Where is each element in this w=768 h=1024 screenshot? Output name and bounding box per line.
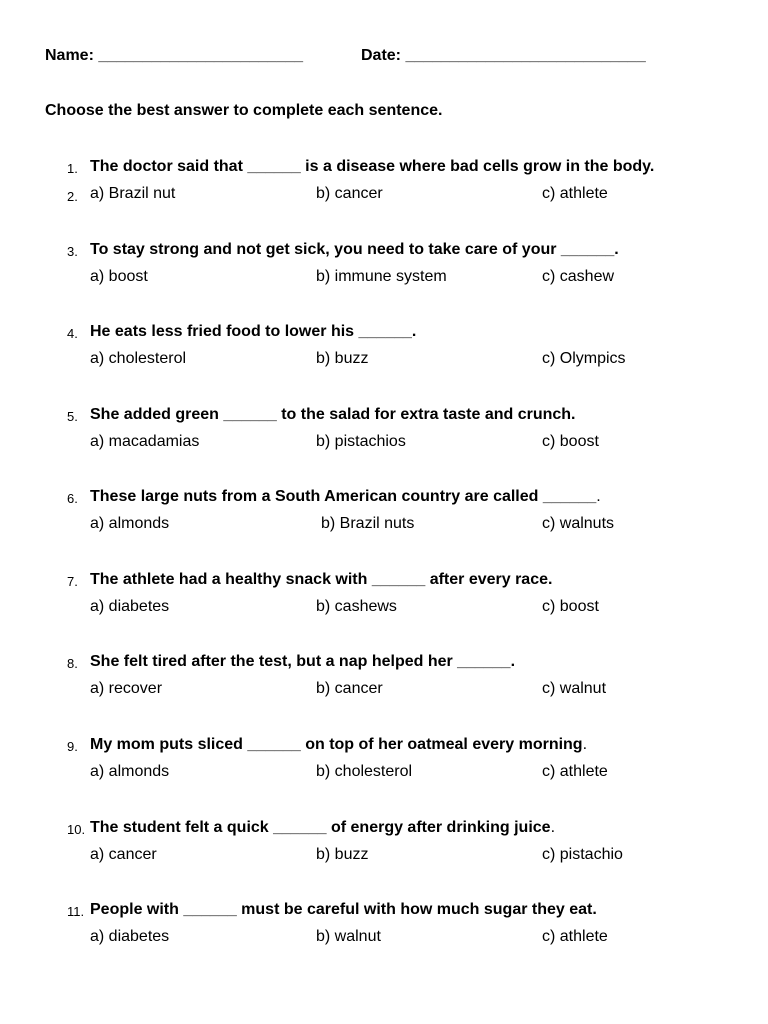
question-stem: People with ______ must be careful with how much sugar they eat.: [90, 901, 597, 918]
question-text: [90, 323, 416, 341]
option-a: a) cancer: [90, 846, 157, 863]
question-stem: The student felt a quick ______ of energy after drinking juice: [90, 819, 551, 836]
option-a: a) macadamias: [90, 433, 200, 450]
option-c: c) athlete: [542, 185, 608, 202]
question-stem: She felt tired after the test, but a nap helped her ______.: [90, 653, 516, 670]
option-c: c) pistachio: [542, 846, 623, 863]
question-4: [0, 323, 768, 379]
option-b: b) walnut: [316, 928, 381, 945]
question-number: 5.: [67, 409, 78, 424]
instructions: Choose the best answer to complete each sentence.: [45, 102, 443, 119]
question-stem: He eats less fried food to lower his ______.: [90, 323, 417, 340]
question-tail: .: [550, 819, 556, 836]
question-tail: .: [582, 736, 588, 753]
option-b: b) cancer: [316, 680, 383, 697]
date-field-label: Date: ___________________________: [361, 47, 646, 64]
question-9: [0, 736, 768, 792]
question-stem: The doctor said that ______ is a disease where bad cells grow in the body.: [90, 158, 655, 175]
question-text: [90, 488, 601, 506]
option-b: b) cholesterol: [316, 763, 413, 780]
option-b: b) cashews: [316, 598, 397, 615]
option-c: c) athlete: [542, 763, 608, 780]
option-a: a) recover: [90, 680, 163, 697]
option-c: c) boost: [542, 433, 599, 450]
question-text: [90, 241, 619, 259]
option-b: b) cancer: [316, 185, 383, 202]
option-c: c) walnut: [542, 680, 607, 697]
question-11: [0, 901, 768, 957]
question-7: [0, 571, 768, 627]
question-number: 10.: [67, 822, 86, 837]
question-number: 8.: [67, 656, 78, 671]
question-stem: To stay strong and not get sick, you need to take care of your ______.: [90, 241, 619, 258]
option-a: a) almonds: [90, 515, 170, 532]
question-5: [0, 406, 768, 462]
option-c: c) boost: [542, 598, 599, 615]
question-stem: She added green ______ to the salad for extra taste and crunch.: [90, 406, 576, 423]
option-b: b) Brazil nuts: [321, 515, 415, 532]
option-b: b) immune system: [316, 268, 447, 285]
question-text: [90, 158, 654, 176]
question-text: [90, 406, 576, 424]
question-number: 4.: [67, 326, 78, 341]
name-field-label: Name: _______________________: [45, 47, 304, 64]
option-c: c) cashew: [542, 268, 615, 285]
question-text: [90, 653, 515, 671]
question-number: 3.: [67, 244, 78, 259]
question-text: [90, 571, 552, 589]
option-a: a) almonds: [90, 763, 170, 780]
option-a: a) diabetes: [90, 598, 170, 615]
question-8: [0, 653, 768, 709]
option-a: a) cholesterol: [90, 350, 187, 367]
question-stem: The athlete had a healthy snack with ______ after every race.: [90, 571, 553, 588]
question-tail: .: [596, 488, 601, 505]
question-1: [0, 158, 768, 214]
question-stem: My mom puts sliced ______ on top of her oatmeal every morning: [90, 736, 583, 753]
question-text: [90, 819, 555, 837]
option-line-number: 2.: [67, 189, 78, 204]
option-b: b) buzz: [316, 350, 369, 367]
question-text: [90, 901, 597, 919]
option-c: c) walnuts: [542, 515, 615, 532]
question-number: 6.: [67, 491, 78, 506]
question-number: 1.: [67, 161, 78, 176]
question-number: 9.: [67, 739, 78, 754]
option-c: c) athlete: [542, 928, 608, 945]
question-number: 7.: [67, 574, 78, 589]
option-a: a) boost: [90, 268, 148, 285]
option-b: b) buzz: [316, 846, 369, 863]
question-3: [0, 241, 768, 297]
option-b: b) pistachios: [316, 433, 406, 450]
option-c: c) Olympics: [542, 350, 626, 367]
question-text: [90, 736, 587, 754]
option-a: a) Brazil nut: [90, 185, 176, 202]
option-a: a) diabetes: [90, 928, 170, 945]
question-6: [0, 488, 768, 544]
question-10: [0, 819, 768, 875]
question-number: 11.: [67, 904, 85, 919]
question-stem: These large nuts from a South American country are called ______: [90, 488, 597, 505]
